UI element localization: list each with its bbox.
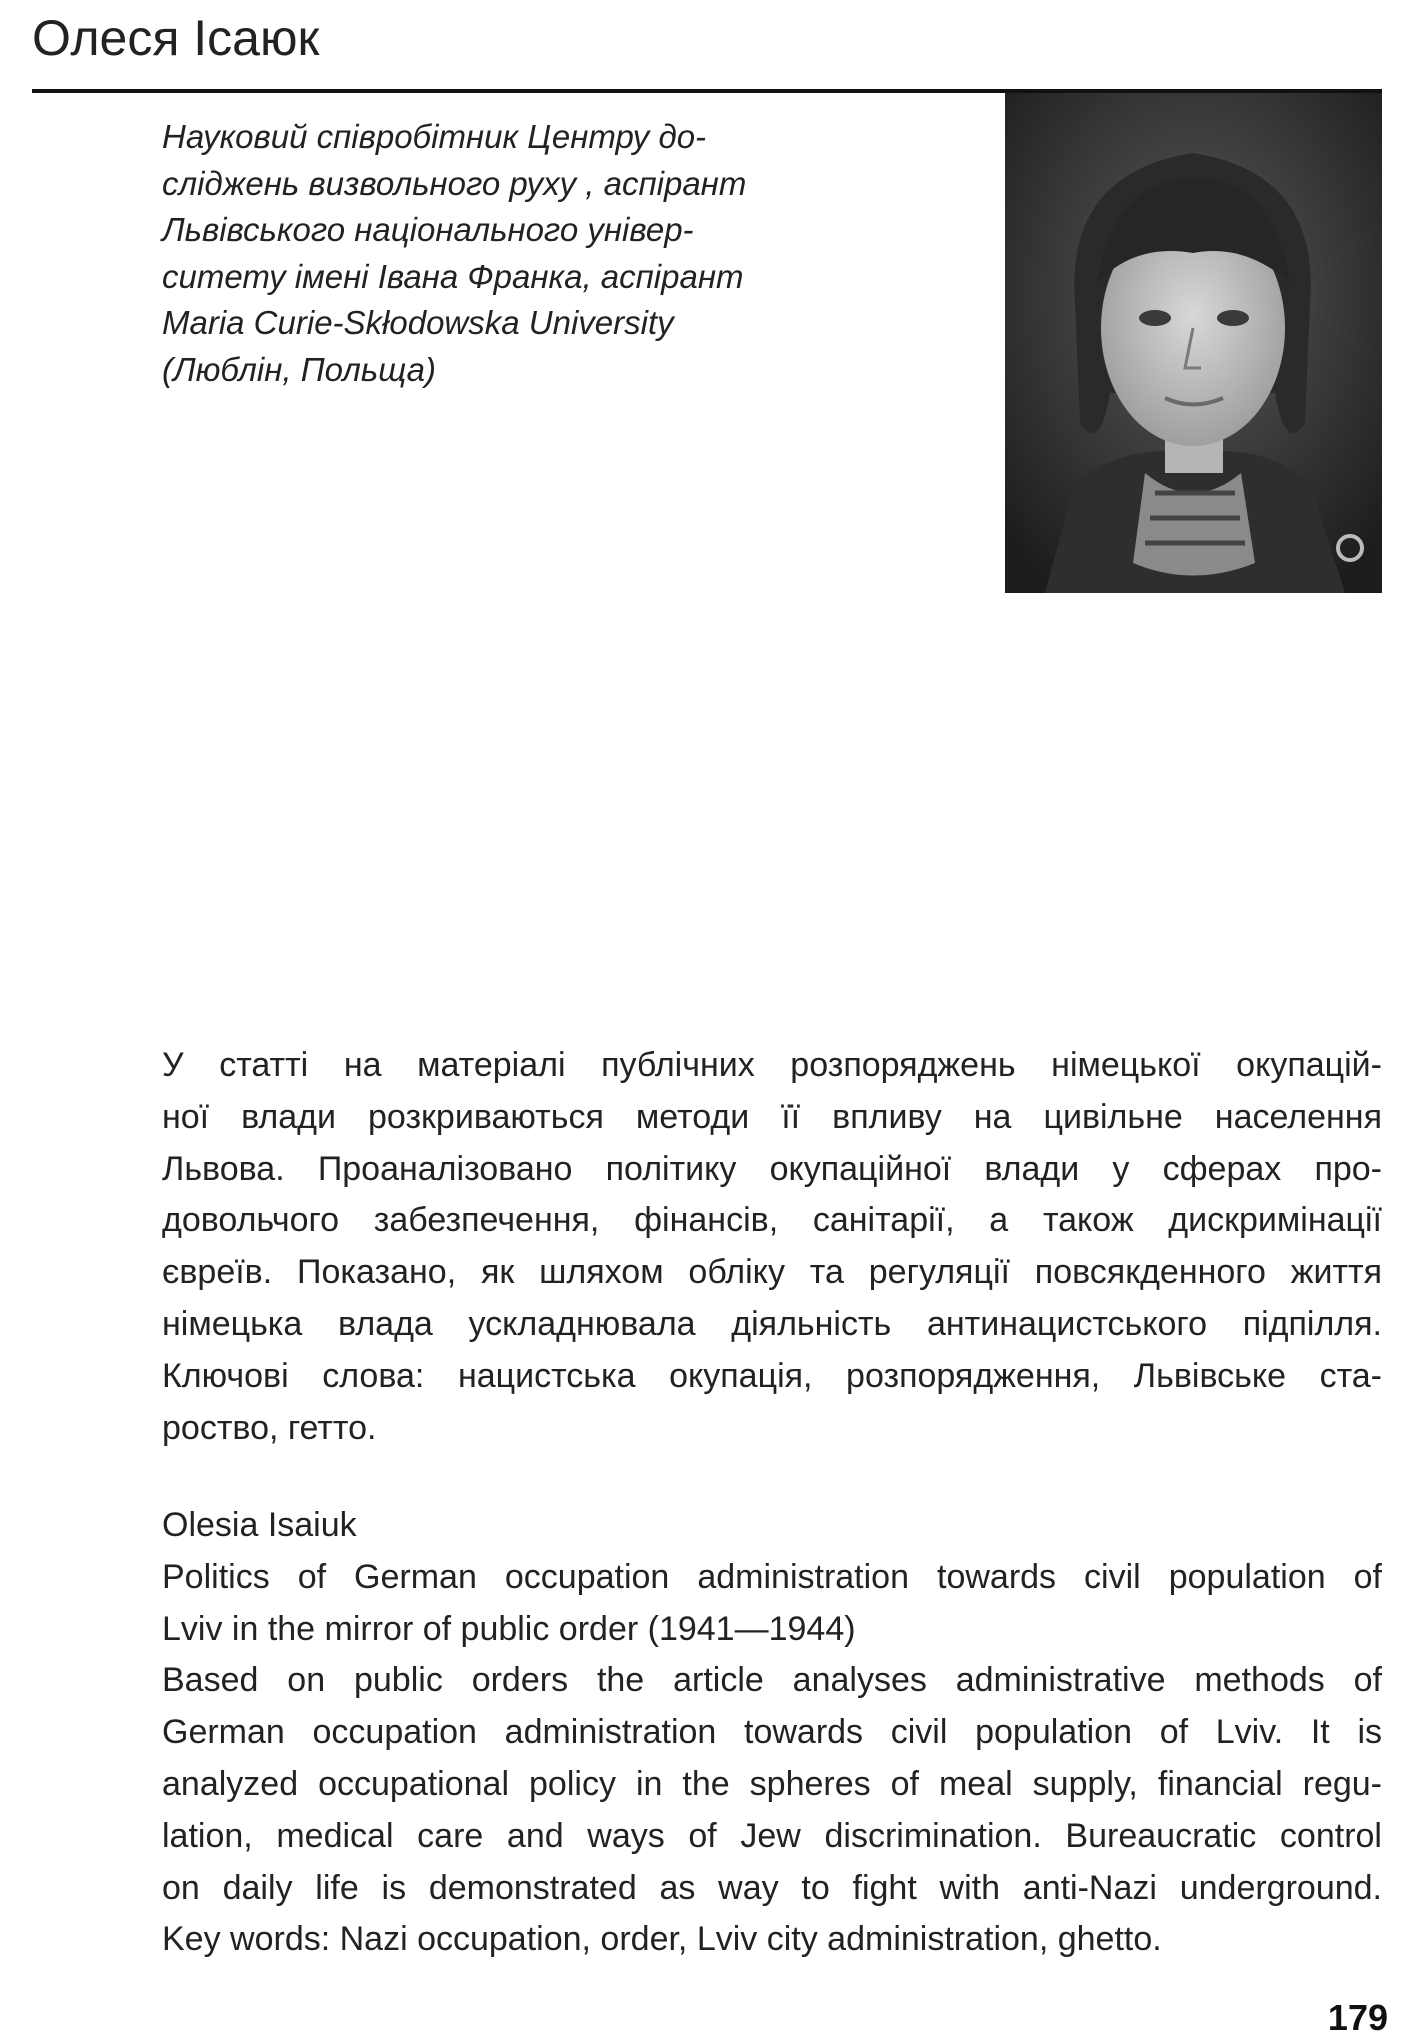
abstract-line: євреїв. Показано, як шляхом обліку та регуляції повсякденного життя xyxy=(162,1253,1382,1292)
abstract-ukrainian xyxy=(162,1040,1382,1454)
page-number: 179 xyxy=(1327,1997,1388,2038)
keywords-line: Ключові слова: нацистська окупація, розпорядження, Львівське ста- xyxy=(162,1356,1382,1395)
abstract-line: lation, medical care and ways of Jew discrimination. Bureaucratic control xyxy=(162,1816,1382,1855)
author-name-header: Олеся Ісаюк xyxy=(32,10,320,66)
abstract-line: У статті на матеріалі публічних розпоряджень німецької окупацій- xyxy=(162,1046,1382,1084)
affiliation-line: сліджень визвольного руху , аспірант xyxy=(162,164,747,202)
affiliation-line: Науковий співробітник Центру до- xyxy=(162,118,707,155)
english-title-line: Lviv in the mirror of public order (1941—1944) xyxy=(162,1609,856,1648)
author-affiliation xyxy=(162,114,822,393)
affiliation-line: ситету імені Івана Франка, аспірант xyxy=(162,257,744,295)
abstract-english xyxy=(162,1500,1382,1966)
affiliation-line: (Люблін, Польща) xyxy=(162,350,437,388)
portrait-illustration xyxy=(1005,93,1382,593)
author-portrait-photo xyxy=(1005,93,1382,593)
abstract-line: Based on public orders the article analyses administrative methods of xyxy=(162,1661,1382,1700)
abstract-line: German occupation administration towards civil population of Lviv. It is xyxy=(162,1713,1382,1752)
keywords-line: роство, гетто. xyxy=(162,1408,377,1447)
affiliation-line: Львівського національного універ- xyxy=(162,211,694,248)
abstract-line: Львова. Проаналізовано політику окупаційної влади у сферах про- xyxy=(162,1149,1382,1188)
english-title-line: Politics of German occupation administration towards civil population of xyxy=(162,1557,1382,1596)
english-author-name: Olesia Isaiuk xyxy=(162,1506,357,1544)
abstract-line: on daily life is demonstrated as way to fight with anti-Nazi underground. xyxy=(162,1868,1382,1907)
abstract-line: ної влади розкриваються методи її впливу на цивільне населення xyxy=(162,1097,1382,1136)
abstract-line: німецька влада ускладнювала діяльність антинацистського підпілля. xyxy=(162,1304,1382,1343)
abstract-line: довольчого забезпечення, фінансів, санітарії, а також дискримінації xyxy=(162,1201,1382,1240)
abstract-line: analyzed occupational policy in the spheres of meal supply, financial regu- xyxy=(162,1764,1382,1803)
keywords-line: Key words: Nazi occupation, order, Lviv city administration, ghetto. xyxy=(162,1920,1162,1959)
affiliation-line: Maria Curie-Skłodowska University xyxy=(162,304,674,341)
